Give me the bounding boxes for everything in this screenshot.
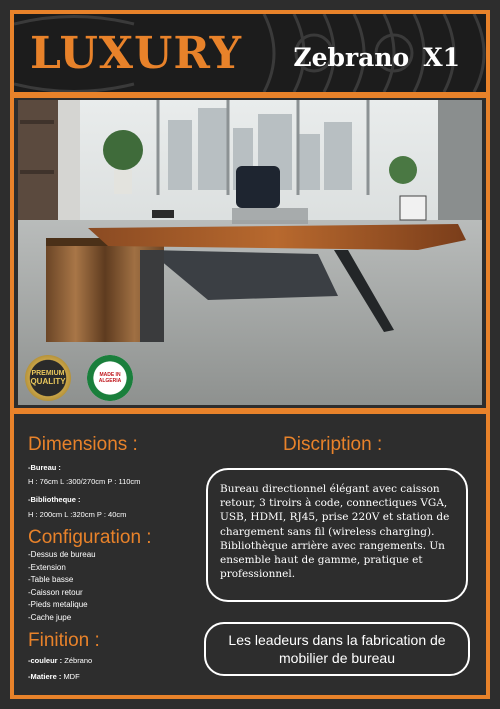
list-item: -Table basse bbox=[28, 575, 74, 585]
slogan-box bbox=[204, 622, 470, 676]
bureau-label: -Bureau : bbox=[28, 463, 61, 472]
finition-title: Finition : bbox=[28, 630, 100, 651]
office-desk-illustration bbox=[18, 100, 482, 405]
description-box bbox=[206, 468, 468, 602]
couleur-label: -couleur : bbox=[28, 656, 63, 665]
configuration-title: Configuration : bbox=[28, 527, 152, 548]
brand-logo: LUXURY bbox=[30, 28, 243, 79]
dimensions-title: Dimensions : bbox=[28, 434, 138, 455]
product-photo bbox=[18, 100, 482, 405]
premium-badge-line2: QUALITY bbox=[30, 377, 66, 386]
list-item: -Extension bbox=[28, 562, 66, 572]
matiere-label: -Matiere : bbox=[28, 672, 62, 681]
matiere-row bbox=[28, 672, 80, 682]
model-code: X1 bbox=[423, 43, 460, 72]
premium-quality-badge bbox=[25, 355, 71, 401]
description-text: Bureau directionnel élégant avec caisson retour, 3 tiroirs à code, connectiques VGA, USB, HDMI, RJ45, prise 220V et station de chargement sans fil (wireless charging). Bibliothèque arrière avec rangements. Un ensemble haut de gamme, pratique et professionnel. bbox=[220, 483, 450, 581]
header-divider bbox=[14, 92, 486, 98]
bibliotheque-dimensions: H : 200cm L :320cm P : 40cm bbox=[28, 510, 127, 519]
list-item: -Dessus de bureau bbox=[28, 550, 96, 559]
origin-badge-line1: MADE IN bbox=[99, 372, 121, 378]
model-title bbox=[279, 44, 460, 72]
bibliotheque-label: -Bibliotheque : bbox=[28, 495, 81, 504]
origin-badge-line2: ALGERIA bbox=[98, 378, 122, 384]
header bbox=[14, 14, 486, 92]
slogan-text: Les leadeurs dans la fabrication de mobilier de bureau bbox=[228, 632, 446, 666]
list-item: -Pieds metalique bbox=[28, 600, 88, 610]
description-title: Discription : bbox=[283, 434, 383, 455]
made-in-algeria-badge bbox=[87, 355, 133, 401]
configuration-list bbox=[28, 549, 96, 625]
photo-divider bbox=[14, 408, 486, 414]
list-item: -Cache jupe bbox=[28, 612, 72, 622]
matiere-value: MDF bbox=[63, 672, 80, 681]
premium-badge-line1: PREMIUM bbox=[31, 370, 65, 377]
model-name: Zebrano bbox=[293, 43, 410, 72]
list-item: -Caisson retour bbox=[28, 587, 83, 597]
couleur-row bbox=[28, 656, 92, 666]
bureau-dimensions: H : 76cm L :300/270cm P : 110cm bbox=[28, 477, 141, 486]
couleur-value: Zébrano bbox=[64, 656, 93, 665]
